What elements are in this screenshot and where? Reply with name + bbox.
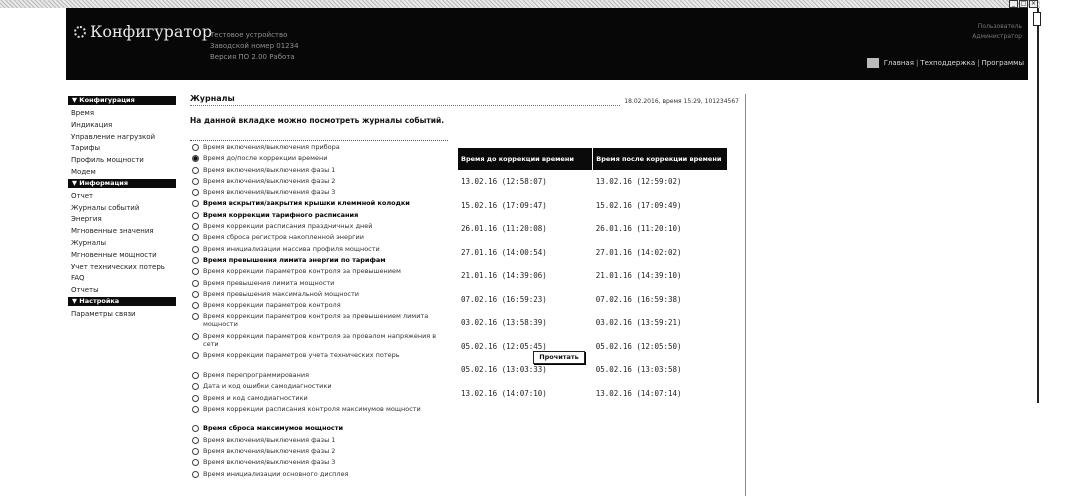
radio-button[interactable] — [192, 280, 199, 287]
radio-button[interactable] — [192, 302, 199, 309]
sidebar-section-config[interactable]: ▼ Конфигурация — [68, 96, 176, 105]
table-cell: 05.02.16 (12:05:50) — [595, 341, 682, 351]
column-after: Время после коррекции времени — [593, 148, 728, 170]
journal-option[interactable] — [190, 382, 448, 393]
table-row — [458, 335, 728, 359]
radio-button[interactable] — [192, 425, 199, 432]
table-row — [458, 217, 728, 241]
table-cell: 15.02.16 (17:09:47) — [461, 200, 547, 210]
journal-option[interactable] — [190, 312, 448, 332]
radio-button[interactable] — [192, 395, 199, 402]
journal-option-label: Время коррекции параметров контроля — [203, 301, 341, 310]
journal-option[interactable] — [190, 177, 448, 188]
journal-option-label: Время включения/выключения фазы 1 — [203, 435, 336, 444]
journal-option-label: Дата и код ошибки самодиагностики — [203, 382, 332, 391]
sidebar-item-connection[interactable]: Параметры связи — [71, 309, 136, 318]
journal-option[interactable] — [190, 166, 448, 177]
user-info — [972, 22, 1022, 42]
maximize-button[interactable]: □ — [1020, 0, 1027, 7]
table-cell: 05.02.16 (13:03:58) — [595, 365, 682, 375]
table-cell: 05.02.16 (12:05:45) — [461, 341, 547, 351]
page-description: На данной вкладке можно посмотреть журналы событий. — [190, 116, 445, 125]
journal-option-label: Время инициализации основного дисплея — [203, 469, 349, 478]
radio-button[interactable] — [192, 459, 199, 466]
journal-option-label: Время включения/выключения фазы 3 — [203, 188, 336, 197]
journal-option[interactable] — [190, 394, 448, 405]
journal-option[interactable] — [190, 154, 448, 165]
journal-option[interactable] — [190, 199, 448, 210]
table-cell: 13.02.16 (14:07:14) — [595, 388, 682, 398]
flag-icon — [867, 58, 879, 68]
sidebar-item-report[interactable]: Отчет — [71, 191, 94, 200]
page-title: Журналы — [190, 94, 235, 103]
journal-option[interactable] — [190, 458, 448, 469]
header — [66, 8, 1028, 80]
link-support[interactable]: Техподдержка — [920, 59, 976, 67]
close-button[interactable]: × — [1030, 0, 1037, 7]
table-cell: 27.01.16 (14:00:54) — [461, 247, 547, 257]
journal-option[interactable] — [190, 143, 448, 154]
column-before: Время до коррекции времени — [458, 148, 593, 170]
sidebar-item-journals[interactable]: Журналы — [71, 238, 106, 247]
radio-button[interactable] — [192, 200, 199, 207]
table-row — [458, 382, 728, 406]
journal-option[interactable] — [190, 188, 448, 199]
journal-option-label: Время сброса максимумов мощности — [203, 424, 344, 433]
journal-option[interactable] — [190, 447, 448, 458]
sidebar-item-load-control[interactable]: Управление нагрузкой — [71, 132, 156, 141]
journal-option-label: Время включения/выключения фазы 3 — [203, 458, 336, 467]
journal-option-label: Время включения/выключения прибора — [203, 143, 340, 151]
journal-option[interactable] — [190, 267, 448, 278]
radio-button[interactable] — [192, 223, 199, 230]
journal-option-label: Время превышения максимальной мощности — [203, 289, 360, 298]
journal-option-label: Время превышения лимита энергии по тарифам — [203, 255, 386, 264]
scrollbar-thumb[interactable] — [1033, 12, 1041, 26]
table-body — [458, 170, 728, 405]
journal-option[interactable] — [190, 351, 448, 371]
radio-button[interactable] — [192, 437, 199, 444]
table-cell: 07.02.16 (16:59:23) — [461, 294, 547, 304]
journal-option-label: Время сброса регистров накопленной энергии — [203, 233, 365, 242]
divider — [190, 105, 620, 106]
device-version: Версия ПО 2.00 Работа — [210, 53, 295, 61]
sidebar-item-time[interactable]: Время — [71, 109, 95, 117]
journal-option-label: Время коррекции параметров контроля за провалом напряжения в сети — [203, 331, 437, 348]
table-cell: 05.02.16 (13:03:33) — [461, 365, 547, 375]
sidebar-item-instant-power[interactable]: Мгновенные мощности — [71, 250, 157, 259]
minimize-button[interactable]: _ — [1009, 0, 1018, 8]
radio-button[interactable] — [192, 167, 199, 174]
journal-list — [190, 140, 448, 481]
journal-option-label: Время коррекции расписания контроля максимумов мощности — [203, 404, 421, 413]
page-scrollbar[interactable] — [1037, 8, 1039, 403]
journal-option-label: Время инициализации массива профиля мощности — [203, 244, 380, 253]
journal-option[interactable] — [190, 424, 448, 435]
journal-option[interactable] — [190, 371, 448, 382]
radio-button[interactable] — [192, 155, 199, 162]
radio-button[interactable] — [192, 383, 199, 390]
radio-button[interactable] — [192, 257, 199, 264]
link-home[interactable]: Главная — [883, 59, 914, 67]
main-content — [184, 94, 746, 496]
table-row — [458, 358, 728, 382]
sidebar-item-instant-values[interactable]: Мгновенные значения — [71, 227, 154, 236]
journal-table — [458, 148, 728, 405]
gear-icon — [74, 26, 86, 38]
table-cell: 13.02.16 (12:58:07) — [461, 177, 547, 187]
table-cell: 13.02.16 (12:59:02) — [595, 177, 682, 187]
separator: | — [977, 59, 980, 67]
window-controls — [1009, 0, 1038, 8]
read-button[interactable]: Прочитать — [533, 351, 585, 364]
journal-option-label: Время и код самодиагностики — [203, 393, 308, 402]
logo-text: Конфигуратор — [90, 22, 213, 41]
table-cell: 21.01.16 (14:39:10) — [595, 271, 682, 281]
journal-option[interactable] — [190, 222, 448, 233]
journal-option[interactable] — [190, 436, 448, 447]
radio-button[interactable] — [192, 352, 199, 359]
radio-button[interactable] — [192, 246, 199, 253]
sidebar-section-settings[interactable]: ▼ Настройка — [68, 297, 176, 306]
journal-option-label: Время включения/выключения фазы 2 — [203, 176, 336, 185]
radio-button[interactable] — [192, 372, 199, 379]
journal-option[interactable] — [190, 301, 448, 312]
logo[interactable] — [74, 22, 212, 41]
radio-button[interactable] — [192, 333, 199, 340]
radio-button[interactable] — [192, 291, 199, 298]
radio-button[interactable] — [192, 448, 199, 455]
sidebar — [68, 96, 176, 321]
table-row — [458, 241, 728, 265]
table-row — [458, 288, 728, 312]
table-cell: 03.02.16 (13:58:39) — [461, 318, 547, 328]
table-header-row — [458, 148, 728, 170]
sidebar-item-power-profile[interactable]: Профиль мощности — [71, 156, 144, 165]
separator: | — [915, 59, 919, 67]
link-programs[interactable]: Программы — [981, 59, 1024, 67]
sidebar-item-tariffs[interactable]: Тарифы — [71, 144, 101, 153]
radio-button[interactable] — [192, 189, 199, 196]
journal-option-label: Время перепрограммирования — [203, 370, 310, 379]
device-name: Тестовое устройство — [210, 31, 288, 39]
journal-option-label: Время превышения лимита мощности — [203, 278, 335, 287]
journal-option[interactable] — [190, 470, 448, 481]
user-role: Администратор — [972, 33, 1022, 40]
journal-option-label: Время до/после коррекции времени — [203, 154, 328, 163]
journal-option-label: Время включения/выключения фазы 2 — [203, 446, 336, 455]
journal-option[interactable] — [190, 332, 448, 352]
table-cell: 03.02.16 (13:59:21) — [595, 318, 682, 328]
table-row — [458, 311, 728, 335]
journal-option[interactable] — [190, 290, 448, 301]
radio-button[interactable] — [192, 178, 199, 185]
device-info — [210, 30, 299, 63]
device-serial: Заводской номер 01234 — [210, 42, 299, 50]
journal-option-label: Время включения/выключения фазы 1 — [203, 165, 336, 174]
table-cell: 27.01.16 (14:02:02) — [595, 247, 682, 257]
user-label: Пользователь — [977, 23, 1022, 30]
radio-button[interactable] — [192, 268, 199, 275]
sidebar-item-tech-losses[interactable]: Учет технических потерь — [71, 262, 165, 271]
table-cell: 15.02.16 (17:09:49) — [595, 200, 682, 210]
sidebar-item-energy[interactable]: Энергия — [71, 215, 102, 224]
header-links — [867, 58, 1024, 68]
table-cell: 13.02.16 (14:07:10) — [461, 388, 547, 398]
sidebar-item-indication[interactable]: Индикация — [71, 120, 113, 129]
radio-button[interactable] — [192, 212, 199, 219]
journal-option[interactable] — [190, 211, 448, 222]
journal-option-label: Время коррекции тарифного расписания — [203, 210, 359, 219]
sidebar-item-event-logs[interactable]: Журналы событий — [71, 203, 140, 212]
journal-option[interactable] — [190, 279, 448, 290]
radio-button[interactable] — [192, 406, 199, 413]
table-cell: 07.02.16 (16:59:38) — [595, 294, 682, 304]
journal-option[interactable] — [190, 405, 448, 425]
journal-option-label: Время коррекции параметров контроля за превышением лимита мощности — [203, 312, 429, 329]
table-row — [458, 194, 728, 218]
journal-option-label: Время коррекции параметров контроля за превышением — [203, 267, 401, 276]
table-row — [458, 170, 728, 194]
sidebar-section-info[interactable]: ▼ Информация — [68, 179, 176, 188]
table-cell: 26.01.16 (11:20:10) — [595, 224, 682, 234]
journal-option[interactable] — [190, 256, 448, 267]
table-row — [458, 264, 728, 288]
page-date: 18.02.2016, время 15:29, 101234567 — [624, 98, 739, 105]
table-cell: 21.01.16 (14:39:06) — [461, 271, 547, 281]
sidebar-item-faq[interactable]: FAQ — [71, 274, 85, 283]
window-title-bar — [0, 0, 1040, 8]
journal-option[interactable] — [190, 245, 448, 256]
sidebar-item-modem[interactable]: Модем — [71, 167, 96, 176]
journal-option-label: Время вскрытия/закрытия крышки клеммной колодки — [203, 199, 410, 208]
journal-option-label: Время коррекции расписания праздничных дней — [203, 222, 373, 231]
radio-button[interactable] — [192, 234, 199, 241]
journal-option[interactable] — [190, 233, 448, 244]
sidebar-item-reports[interactable]: Отчеты — [71, 286, 99, 295]
radio-button[interactable] — [192, 471, 199, 478]
table-cell: 26.01.16 (11:20:08) — [461, 224, 547, 234]
journal-option-label: Время коррекции параметров учета технических потерь — [203, 351, 400, 360]
radio-button[interactable] — [192, 144, 199, 151]
radio-button[interactable] — [192, 313, 199, 320]
